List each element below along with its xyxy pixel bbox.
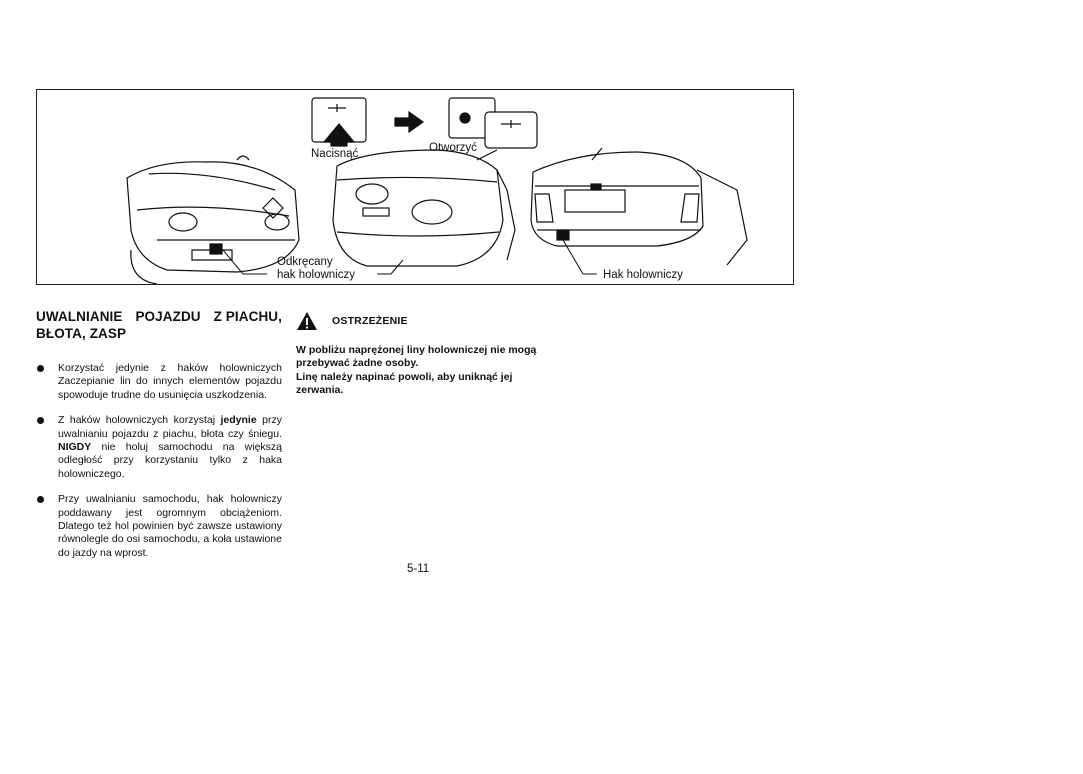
- unscrewed-label-line1: Odkręcany: [277, 256, 333, 268]
- heading-line-2: BŁOTA, ZASP: [36, 326, 127, 341]
- warning-title: OSTRZEŻENIE: [332, 315, 408, 327]
- bullet-item: Przy uwalnianiu samochodu, hak holowniczy poddawany jest ogromnym obciążeniom. Dlatego też hol powinien być zawsze ustawiony równolegle do osi samochodu, a koła ustawione do jazdy na wprost.: [36, 493, 282, 560]
- rear-car-drawing: [333, 150, 515, 266]
- arrow-right-icon: [395, 112, 423, 132]
- heading-word-1: UWALNIANIE: [36, 309, 123, 324]
- warning-text: [296, 344, 542, 398]
- heading-word-3: Z PIACHU,: [213, 309, 282, 324]
- left-column: [36, 308, 282, 572]
- cover-press-icon: [312, 98, 366, 146]
- page-number: 5-11: [407, 563, 430, 575]
- bullet-dot-icon: [37, 417, 44, 424]
- open-label: Otworzyć: [429, 142, 477, 154]
- car-illustrations: [37, 90, 794, 285]
- bullet-dot-icon: [37, 365, 44, 372]
- warning-box: [296, 310, 542, 398]
- cover-open-icon: [449, 98, 537, 148]
- front-car-drawing: [127, 156, 299, 284]
- bullet-item: Korzystać jedynie z haków holowniczych Zaczepianie lin do innych elementów pojazdu spowoduje trudne do usunięcia uszkodzenia.: [36, 362, 282, 402]
- bullet-item: Z haków holowniczych korzystaj jedynie przy uwalnianiu pojazdu z piachu, błota czy śniegu. NIGDY nie holuj samochodu na większą odległość przy korzystaniu tylko z haka holowniczego.: [36, 414, 282, 481]
- right-car-drawing: [531, 148, 747, 265]
- tow-hook-figure: [36, 89, 794, 285]
- warning-paragraph-2: Linę należy napinać powoli, aby uniknąć jej zerwania.: [296, 370, 513, 397]
- warning-triangle-icon: [296, 311, 318, 331]
- tow-hook-label: Hak holowniczy: [603, 269, 683, 281]
- press-label: Nacisnąć: [311, 148, 359, 160]
- bullet-dot-icon: [37, 496, 44, 503]
- heading-word-2: POJAZDU: [135, 309, 201, 324]
- section-heading: [36, 308, 282, 342]
- warning-paragraph-1: W pobliżu naprężonej liny holowniczej nie mogą przebywać żadne osoby.: [296, 344, 537, 370]
- bullet-list: [36, 362, 282, 560]
- unscrewed-label-line2: hak holowniczy: [277, 269, 355, 281]
